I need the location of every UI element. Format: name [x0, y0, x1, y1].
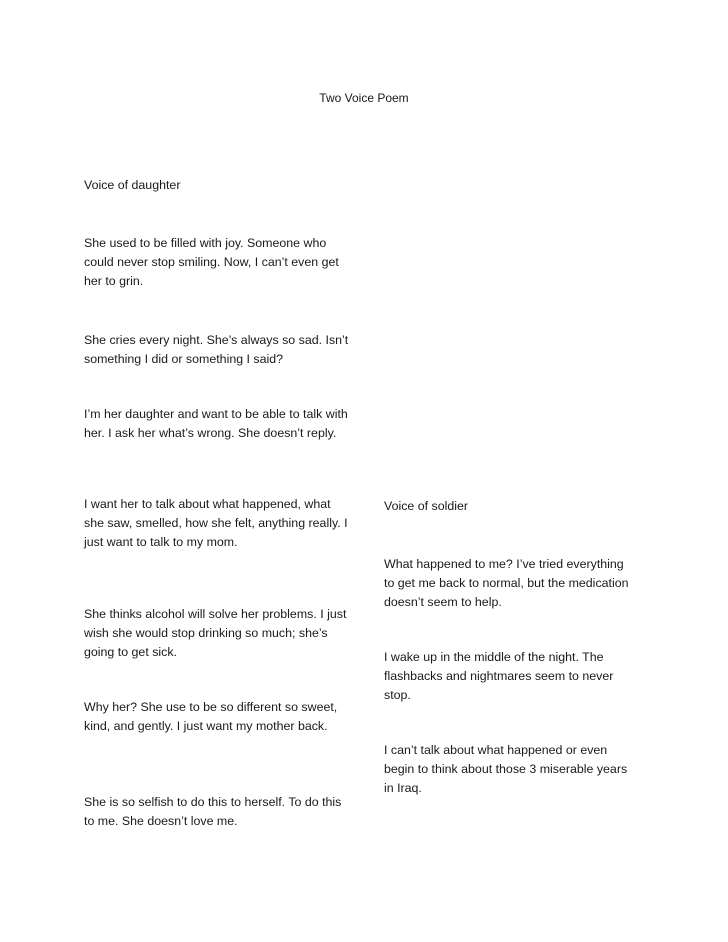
daughter-stanza-7: She is so selfish to do this to herself. To do this to me. She doesn’t love me.	[84, 795, 342, 829]
soldier-stanza-1: What happened to me? I’ve tried everything to get me back to normal, but the medication doesn’t seem to help.	[384, 557, 629, 610]
soldier-heading: Voice of soldier	[384, 499, 469, 513]
soldier-stanza-3: I can’t talk about what happened or even begin to think about those 3 miserable years in Iraq.	[384, 743, 628, 796]
daughter-stanza-2: She cries every night. She’s always so sad. Isn’t something I did or something I said?	[84, 333, 349, 367]
soldier-stanza-2: I wake up in the middle of the night. The flashbacks and nightmares seem to never stop.	[384, 650, 614, 703]
daughter-stanza-4: I want her to talk about what happened, what she saw, smelled, how she felt, anything really. I just want to talk to my mom.	[84, 497, 348, 550]
daughter-stanza-6: Why her? She use to be so different so sweet, kind, and gently. I just want my mother back.	[84, 700, 338, 734]
daughter-heading: Voice of daughter	[84, 178, 181, 192]
daughter-stanza-1: She used to be filled with joy. Someone who could never stop smiling. Now, I can’t even get her to grin.	[84, 236, 339, 289]
daughter-stanza-5: She thinks alcohol will solve her problems. I just wish she would stop drinking so much; she’s going to get sick.	[84, 607, 347, 660]
poem-title: Two Voice Poem	[319, 91, 409, 105]
daughter-stanza-3: I’m her daughter and want to be able to talk with her. I ask her what’s wrong. She doesn’t reply.	[84, 407, 348, 441]
